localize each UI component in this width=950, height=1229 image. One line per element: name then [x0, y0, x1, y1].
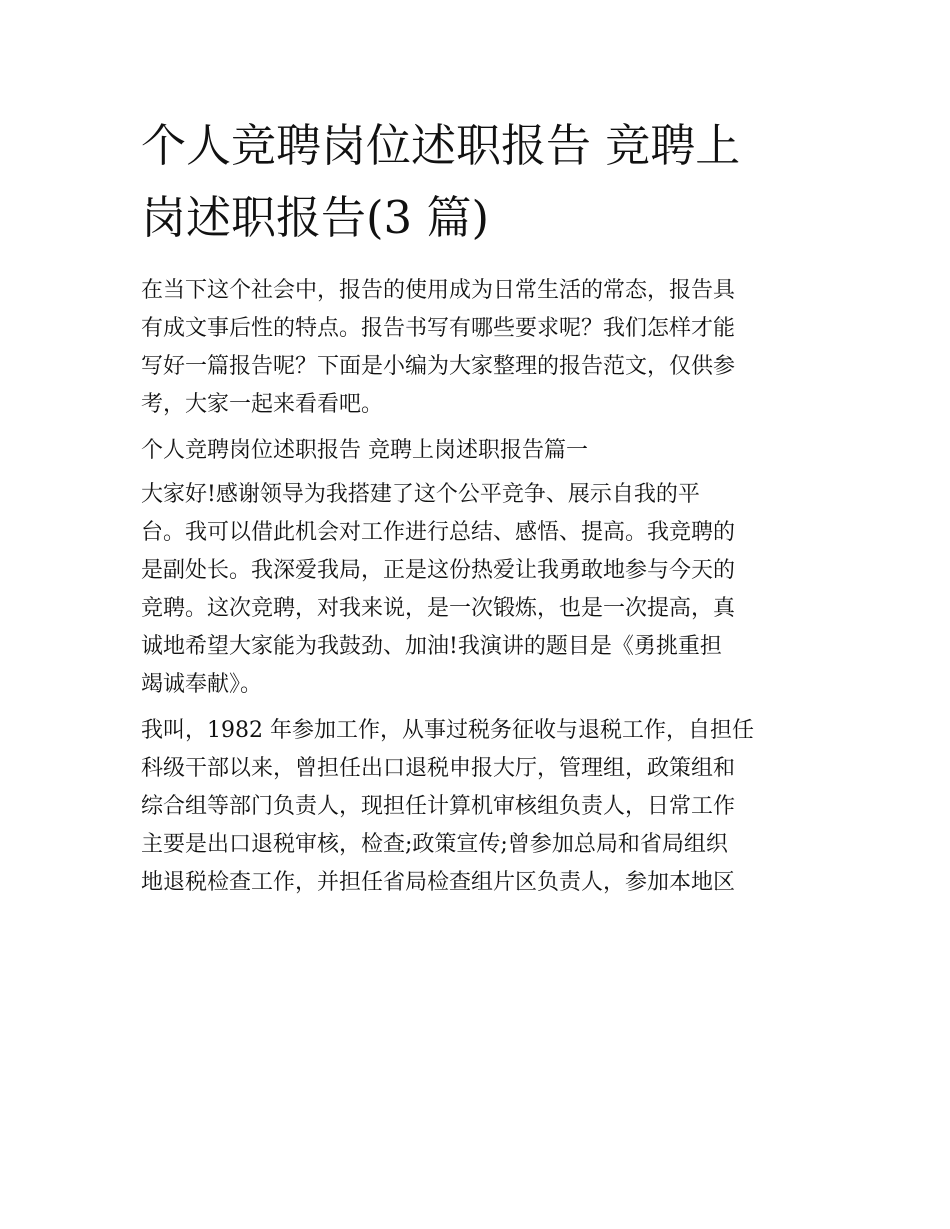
paragraph-line: 科级干部以来，曾担任出口退税申报大厅，管理组，政策组和 — [141, 756, 736, 781]
paragraph-line: 竞聘。这次竞聘，对我来说，是一次锻炼，也是一次提高，真 — [141, 596, 736, 621]
paragraph-line: 地退税检查工作，并担任省局检查组片区负责人，参加本地区 — [141, 870, 736, 895]
body-paragraph-1 — [141, 476, 817, 704]
title-line: 个人竞聘岗位述职报告 竞聘上 — [141, 119, 741, 172]
paragraph-line: 诚地希望大家能为我鼓劲、加油!我演讲的题目是《勇挑重担 — [141, 634, 722, 659]
document-content — [141, 110, 817, 902]
paragraph-line: 竭诚奉献》。 — [141, 672, 263, 697]
body-paragraph-2 — [141, 712, 817, 902]
paragraph-line: 写好一篇报告呢？下面是小编为大家整理的报告范文，仅供参 — [141, 354, 736, 379]
paragraph-line: 主要是出口退税审核，检查;政策宣传;曾参加总局和省局组织 — [141, 832, 728, 857]
paragraph-line: 综合组等部门负责人，现担任计算机审核组负责人，日常工作 — [141, 794, 736, 819]
paragraph-line: 大家好!感谢领导为我搭建了这个公平竞争、展示自我的平 — [141, 482, 700, 507]
paragraph-line: 在当下这个社会中，报告的使用成为日常生活的常态，报告具 — [141, 278, 736, 303]
paragraph-line: 台。我可以借此机会对工作进行总结、感悟、提高。我竞聘的 — [141, 520, 736, 545]
intro-paragraph — [141, 272, 817, 424]
section-heading: 个人竞聘岗位述职报告 竞聘上岗述职报告篇一 — [141, 438, 588, 463]
paragraph-line: 我叫，1982 年参加工作，从事过税务征收与退税工作，自担任 — [141, 718, 754, 743]
document-title — [141, 110, 817, 254]
paragraph-line: 有成文事后性的特点。报告书写有哪些要求呢？我们怎样才能 — [141, 316, 736, 341]
paragraph-line: 是副处长。我深爱我局，正是这份热爱让我勇敢地参与今天的 — [141, 558, 736, 583]
title-line: 岗述职报告(3 篇) — [141, 191, 490, 244]
paragraph-line: 考，大家一起来看看吧。 — [141, 392, 384, 417]
